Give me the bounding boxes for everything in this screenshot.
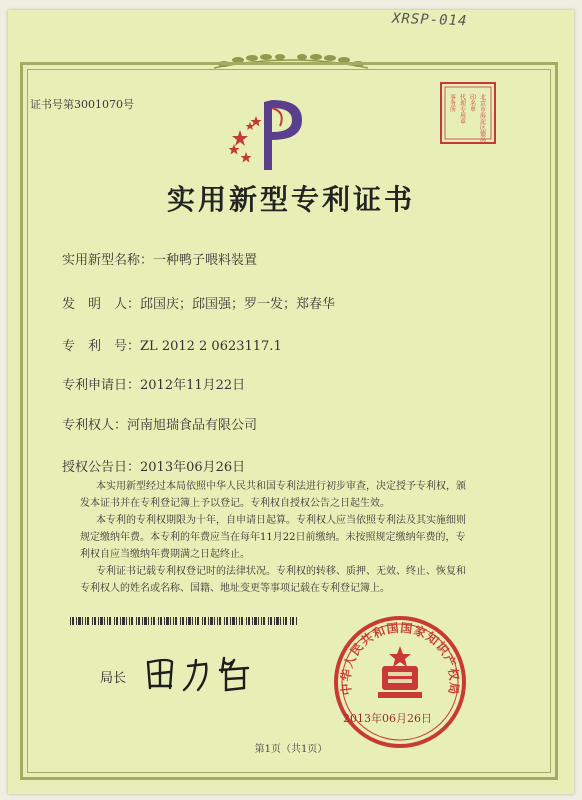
paragraph-line: 专利证书记载专利权登记时的法律状况。专利权的转移、质押、无效、终止、恢复和: [96, 566, 466, 577]
official-seal: [330, 612, 470, 752]
director-label: 局长: [100, 671, 127, 686]
barcode: [70, 617, 300, 625]
patent-number-value: ZL 2012 2 0623117.1: [140, 339, 282, 354]
patentee-value: 河南旭瑞食品有限公司: [127, 418, 258, 433]
grant-date-row: [62, 456, 245, 475]
paragraph-line: 专利权人的姓名或名称、国籍、地址变更等事项记载在专利登记簿上。: [80, 583, 390, 594]
grant-date-label: 授权公告日：: [62, 460, 141, 475]
page-footer: 第1页（共1页）: [254, 744, 328, 755]
handwritten-note: XRSP-014: [391, 10, 468, 30]
certificate-body: [80, 478, 496, 597]
seal-text: 中华人民共和国国家知识产权局: [338, 620, 462, 697]
patent-number-row: [62, 335, 282, 354]
utility-name-row: [62, 249, 257, 268]
paragraph-line: 本实用新型经过本局依照中华人民共和国专利法进行初步审查，决定授予专利权，颁: [96, 481, 466, 492]
filing-date-row: [62, 374, 245, 393]
patentee-row: [62, 414, 257, 433]
utility-name-value: 一种鸭子喂料装置: [153, 253, 258, 268]
paragraph-line: 发本证书并在专利登记簿上予以登记。专利权自授权公告之日起生效。: [80, 498, 390, 509]
director-signature: [138, 648, 278, 698]
paragraph-line: 利权自应当缴纳年费期满之日起终止。: [80, 549, 250, 560]
patent-number-label: 专 利 号：: [62, 339, 141, 354]
patentee-label: 专利权人：: [62, 418, 128, 433]
svg-text:北京市海淀区德高: 北京市海淀区德高: [478, 94, 486, 142]
inventor-label: 发 明 人：: [62, 297, 141, 312]
certificate-title: 实用新型专利证书: [166, 183, 415, 216]
certificate-number: 证书号第3001070号: [30, 98, 134, 111]
filing-date-value: 2012年11月22日: [140, 378, 246, 393]
svg-text:代理专用章: 代理专用章: [458, 94, 466, 124]
agency-stamp: [438, 80, 498, 146]
utility-name-label: 实用新型名称：: [62, 253, 154, 268]
cnipa-logo: [220, 92, 320, 174]
paragraph-line: 规定缴纳年费。本专利的年费应当在每年11月22日前缴纳。未按照规定缴纳年费的，专: [80, 532, 466, 543]
inventor-row: [62, 293, 335, 312]
seal-date: 2013年06月26日: [343, 712, 432, 725]
svg-text:印名单: 印名单: [468, 94, 476, 112]
svg-text:事务所: 事务所: [448, 94, 456, 112]
paragraph-line: 本专利的专利权期限为十年，自申请日起算。专利权人应当依照专利法及其实施细则: [96, 515, 466, 526]
inventor-value: 邱国庆；邱国强；罗一发；郑春华: [140, 297, 336, 312]
grant-date-value: 2013年06月26日: [140, 460, 246, 475]
filing-date-label: 专利申请日：: [62, 378, 141, 393]
